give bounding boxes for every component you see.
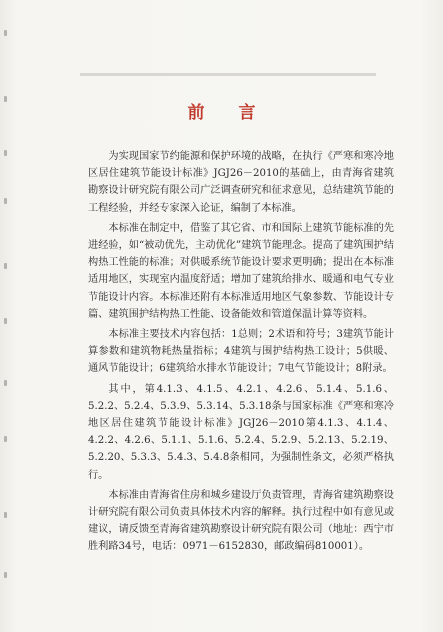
paragraph-mandatory: 其中，第4.1.3、4.1.5、4.2.1、4.2.6、5.1.4、5.1.6、5.2.2、5.2.4、5.3.9、5.3.14、5.3.18条与国家标准《严寒和寒冷地区居住建筑节能设计标准》JGJ26－2010第4.1.3、4.1.4、4.2.2、4.2.6、5.1.1、5.1.6、5.2.4、5.2.9、5.2.13、5.2.19、5.2.20、5.3.3、5.4.3、5.4.8条相同，为强制性条文，必须严格执行。 [88,383,394,481]
binding-hole-mark [4,150,7,156]
preface-body [88,148,394,556]
binding-hole-mark [4,512,7,518]
header-rule [80,73,376,76]
binding-hole-mark [4,198,7,204]
binding-hole-mark [4,380,7,386]
binding-hole-mark [4,263,7,269]
binding-hole-mark [4,30,7,36]
paragraph-purpose: 为实现国家节约能源和保护环境的战略，在执行《严寒和寒冷地区居住建筑节能设计标准》JGJ26－2010的基础上，由青海省建筑勘察设计研究院有限公司广泛调查研究和征求意见，总结建筑节能的工程经验，并经专家深入论证，编制了本标准。 [88,151,394,214]
binding-hole-mark [4,572,7,578]
binding-hole-mark [4,436,7,442]
page-title: 前 言 [187,103,270,123]
paragraph-reference: 本标准在制定中，借鉴了其它省、市和国际上建筑节能标准的先进经验，如“被动优先，主动优化”建筑节能理念。提高了建筑围护结构热工性能的标准；对供暖系统节能设计要求更明确；提出在本标准适用地区，实现室内温度舒适；增加了建筑给排水、暖通和电气专业节能设计内容。本标准还附有本标准适用地区气象参数、节能设计专篇、建筑围护结构热工性能、设备能效和管道保温计算等资料。 [88,222,394,320]
paragraph-management: 本标准由青海省住房和城乡建设厅负责管理，青海省建筑勘察设计研究院有限公司负责具体技术内容的解释。执行过程中如有意见或建议，请反馈至青海省建筑勘察设计研究院有限公司（地址：西宁市胜利路34号，电话：0971－6152830，邮政编码810001）。 [88,489,394,553]
binding-hole-mark [4,318,7,324]
paragraph-contents: 本标准主要技术内容包括：1总则；2术语和符号；3建筑节能计算参数和建筑物耗热量指标；4建筑与围护结构热工设计；5供暖、通风节能设计；6建筑给水排水节能设计；7电气节能设计；8附录。 [88,329,394,375]
